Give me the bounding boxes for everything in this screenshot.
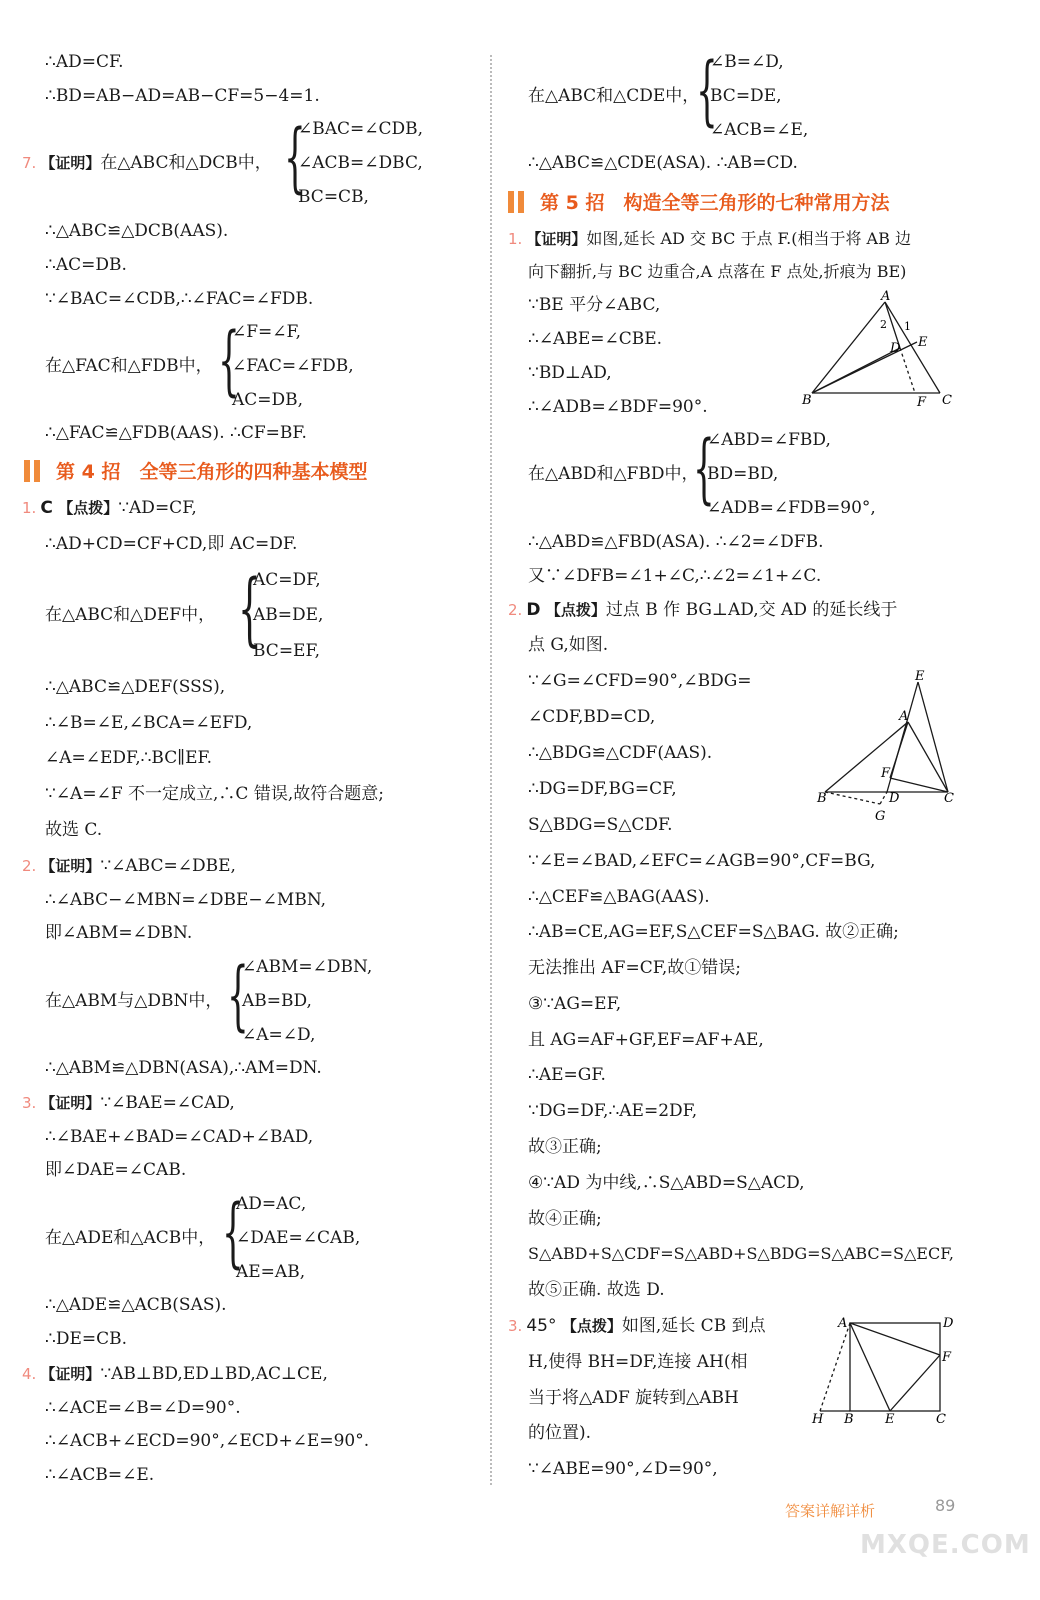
text-line: ∵∠ABE=90°,∠D=90°, xyxy=(528,1459,718,1479)
text-line: ∵∠G=∠CFD=90°,∠BDG= xyxy=(528,671,752,691)
text-line: ∴△ABC≌△DEF(SSS), xyxy=(45,677,226,697)
text-line: ∴△ABC≌△CDE(ASA). ∴AB=CD. xyxy=(528,153,798,173)
text-line: ∴△ABD≌△FBD(ASA). ∴∠2=∠DFB. xyxy=(528,532,824,552)
text-line: ∴△FAC≌△FDB(AAS). ∴CF=BF. xyxy=(45,423,307,443)
label-E: E xyxy=(915,670,925,684)
text: ∵AD=CF, xyxy=(118,498,197,518)
segment-DF xyxy=(900,348,915,393)
proof-tag: 【证明】 xyxy=(40,1365,101,1383)
text-line: 的位置). xyxy=(528,1423,592,1443)
condition: AE=AB, xyxy=(236,1262,306,1282)
figure-2 xyxy=(815,670,965,830)
segment-FC xyxy=(890,778,948,792)
text-line: 当于将△ADF 旋转到△ABH xyxy=(528,1388,739,1408)
text-line: ∴∠ABE=∠CBE. xyxy=(528,329,663,349)
text-line: ∴∠BAE+∠BAD=∠CAD+∠BAD, xyxy=(45,1127,314,1147)
text-line: ∴AD=CF. xyxy=(45,52,124,72)
text-line: ∴∠ACB=∠E. xyxy=(45,1465,155,1485)
answer: 45° xyxy=(526,1316,557,1336)
lead-text: 在△ABC和△CDE中， xyxy=(528,86,700,106)
condition: ∠ACB=∠E, xyxy=(710,120,809,140)
problem-number: 7. xyxy=(22,154,37,172)
label-C: C xyxy=(944,791,954,806)
segment-BG xyxy=(825,792,880,804)
condition: BC=EF, xyxy=(253,641,321,661)
figure-1 xyxy=(800,290,960,415)
segment-GD xyxy=(880,792,887,804)
text: ∵∠ABC=∠DBE, xyxy=(100,856,236,876)
square-ABCD xyxy=(850,1323,940,1411)
question-4-lead xyxy=(22,1362,328,1386)
lead-text: 在△ABD和△FBD中， xyxy=(528,464,699,484)
label-D: D xyxy=(943,1316,954,1331)
hint-tag: 【点拨】 xyxy=(561,1317,622,1335)
text-line: 无法推出 AF=CF,故①错误; xyxy=(528,958,742,978)
text-line: ∵∠E=∠BAD,∠EFC=∠AGB=90°,CF=BG, xyxy=(528,851,876,871)
question-2-lead xyxy=(508,598,897,622)
problem-7-lead xyxy=(22,151,272,175)
label-B: B xyxy=(844,1412,854,1427)
text-line: 即∠ABM=∠DBN. xyxy=(45,923,193,943)
label-A: A xyxy=(881,290,891,304)
text: 如图,延长 AD 交 BC 于点 F.(相当于将 AB 边 xyxy=(586,229,911,248)
brace-icon: { xyxy=(227,950,249,1039)
question-1-lead xyxy=(22,496,197,520)
text-line: ∴∠ABC−∠MBN=∠DBE−∠MBN, xyxy=(45,890,327,910)
segment-AH xyxy=(820,1323,850,1411)
hint-tag: 【点拨】 xyxy=(58,499,119,517)
text-line: ∴AD+CD=CF+CD,即 AC=DF. xyxy=(45,534,298,554)
label-B: B xyxy=(817,791,827,806)
label-F: F xyxy=(881,766,891,781)
label-C: C xyxy=(942,393,952,408)
problem-number: 3. xyxy=(508,1317,523,1335)
text-line: 向下翻折,与 BC 边重合,A 点落在 F 点处,折痕为 BE) xyxy=(528,262,907,281)
condition: ∠BAC=∠CDB, xyxy=(298,119,424,139)
lead-text: 在△FAC和△FDB中， xyxy=(45,356,213,376)
condition: AB=BD, xyxy=(242,991,312,1011)
text-line: ∴BD=AB−AD=AB−CF=5−4=1. xyxy=(45,86,320,106)
answer: D xyxy=(526,600,541,620)
label-C: C xyxy=(936,1412,946,1427)
text-line: 即∠DAE=∠CAB. xyxy=(45,1160,187,1180)
label-D: D xyxy=(889,791,900,806)
watermark: MXQE.COM xyxy=(860,1530,1031,1560)
text-line: ∴DG=DF,BG=CF, xyxy=(528,779,677,799)
label-F: F xyxy=(942,1350,952,1365)
condition: BC=CB, xyxy=(298,187,369,207)
brace-icon: { xyxy=(222,1187,244,1276)
text-line: ∴∠B=∠E,∠BCA=∠EFD, xyxy=(45,713,253,733)
lead-text: 在△ADE和△ACB中， xyxy=(45,1228,216,1248)
segment-AB xyxy=(812,302,885,393)
text-line: ∴△BDG≌△CDF(AAS). xyxy=(528,743,713,763)
text-line: ∵BD⊥AD, xyxy=(528,363,612,383)
condition: ∠ABM=∠DBN, xyxy=(242,957,373,977)
problem-number: 2. xyxy=(22,857,37,875)
text-line: ∴AE=GF. xyxy=(528,1065,606,1085)
question-1-lead xyxy=(508,227,911,251)
text-line: ④∵AD 为中线,∴S△ABD=S△ACD, xyxy=(528,1173,805,1193)
text-line: ∴AC=DB. xyxy=(45,255,127,275)
column-divider xyxy=(490,55,492,1485)
text: ∵∠BAE=∠CAD, xyxy=(100,1093,235,1113)
label-F: F xyxy=(917,395,927,410)
condition: ∠ABD=∠FBD, xyxy=(707,430,831,450)
problem-number: 4. xyxy=(22,1365,37,1383)
section-title: 第 5 招 构造全等三角形的七种常用方法 xyxy=(540,192,890,214)
text-line: 故选 C. xyxy=(45,820,103,840)
label-B: B xyxy=(802,393,812,408)
text-line: 故③正确; xyxy=(528,1137,602,1157)
text-line: S△ABD+S△CDF=S△ABD+S△BDG=S△ABC=S△ECF, xyxy=(528,1244,954,1263)
condition: AC=DB, xyxy=(232,390,304,410)
section-5-heading xyxy=(508,188,889,215)
answer: C xyxy=(40,498,53,518)
section-title: 第 4 招 全等三角形的四种基本模型 xyxy=(56,461,368,483)
condition: ∠ACB=∠DBC, xyxy=(298,153,423,173)
text-line: ③∵AG=EF, xyxy=(528,994,622,1014)
text-line: ∴∠ADB=∠BDF=90°. xyxy=(528,397,708,417)
text-line: 故⑤正确. 故选 D. xyxy=(528,1280,665,1300)
segment-EC xyxy=(918,682,948,792)
brace-icon: { xyxy=(238,562,261,655)
proof-tag: 【证明】 xyxy=(40,154,101,172)
text-line: ∴∠ACE=∠B=∠D=90°. xyxy=(45,1398,241,1418)
label-2: 2 xyxy=(880,318,887,331)
condition: ∠ADB=∠FDB=90°, xyxy=(707,498,876,518)
text-line: 点 G,如图. xyxy=(528,635,609,655)
text-line: 且 AG=AF+GF,EF=AF+AE, xyxy=(528,1030,764,1050)
problem-number: 1. xyxy=(22,499,37,517)
condition: ∠B=∠D, xyxy=(710,52,784,72)
section-bar-icon xyxy=(34,460,40,482)
text-line: H,使得 BH=DF,连接 AH(相 xyxy=(528,1352,748,1372)
segment-BD xyxy=(812,348,900,393)
text: 过点 B 作 BG⊥AD,交 AD 的延长线于 xyxy=(605,600,898,620)
lead-text: 在△ABM与△DBN中， xyxy=(45,991,223,1011)
text-line: 又∵∠DFB=∠1+∠C,∴∠2=∠1+∠C. xyxy=(528,566,822,586)
question-3-lead xyxy=(22,1091,235,1115)
condition: ∠DAE=∠CAB, xyxy=(236,1228,361,1248)
brace-icon: { xyxy=(693,423,715,512)
text-line: ∴AB=CE,AG=EF,S△CEF=S△BAG. 故②正确; xyxy=(528,922,899,942)
brace-icon: { xyxy=(696,45,718,134)
lead-text: 在△ABC和△DEF中， xyxy=(45,605,216,625)
proof-tag: 【证明】 xyxy=(40,857,101,875)
label-E: E xyxy=(918,335,928,350)
label-D: D xyxy=(890,341,901,356)
text-line: 故④正确; xyxy=(528,1209,602,1229)
segment-AE xyxy=(850,1323,890,1411)
label-1: 1 xyxy=(904,320,911,333)
segment-AF xyxy=(850,1323,940,1355)
label-A: A xyxy=(838,1316,848,1331)
text-line: ∵∠BAC=∠CDB,∴∠FAC=∠FDB. xyxy=(45,289,314,309)
label-E: E xyxy=(885,1412,895,1427)
section-bar-icon xyxy=(508,191,514,213)
proof-tag: 【证明】 xyxy=(40,1094,101,1112)
problem-number: 3. xyxy=(22,1094,37,1112)
text-line: ∠A=∠EDF,∴BC∥EF. xyxy=(45,748,213,768)
text-line: ∴∠ACB+∠ECD=90°,∠ECD+∠E=90°. xyxy=(45,1431,370,1451)
proof-tag: 【证明】 xyxy=(526,230,587,248)
text-line: ∴DE=CB. xyxy=(45,1329,128,1349)
section-bar-icon xyxy=(24,460,30,482)
question-3-lead xyxy=(508,1314,766,1338)
page-number: 89 xyxy=(935,1496,956,1515)
text-line: ∠CDF,BD=CD, xyxy=(528,707,656,727)
label-G: G xyxy=(875,809,886,824)
condition: BD=BD, xyxy=(707,464,779,484)
hint-tag: 【点拨】 xyxy=(545,601,606,619)
condition: ∠FAC=∠FDB, xyxy=(232,356,354,376)
text: ∵AB⊥BD,ED⊥BD,AC⊥CE, xyxy=(100,1364,328,1384)
text-line: ∴△ABM≌△DBN(ASA),∴AM=DN. xyxy=(45,1058,322,1078)
lead-text: 在△ABC和△DCB中， xyxy=(100,153,272,173)
condition: AC=DF, xyxy=(253,570,321,590)
text-line: ∵DG=DF,∴AE=2DF, xyxy=(528,1101,698,1121)
question-2-lead xyxy=(22,854,236,878)
text-line: ∴△ABC≌△DCB(AAS). xyxy=(45,221,229,241)
segment-EF xyxy=(890,1355,940,1411)
text-line: ∴△CEF≌△BAG(AAS). xyxy=(528,887,710,907)
text-line: S△BDG=S△CDF. xyxy=(528,815,673,835)
text: 如图,延长 CB 到点 xyxy=(621,1316,766,1336)
condition: BC=DE, xyxy=(710,86,782,106)
brace-icon: { xyxy=(218,315,240,404)
condition: ∠F=∠F, xyxy=(232,322,302,342)
segment-AC xyxy=(908,722,948,792)
condition: ∠A=∠D, xyxy=(242,1025,316,1045)
section-bar-icon xyxy=(518,191,524,213)
problem-number: 2. xyxy=(508,601,523,619)
label-A: A xyxy=(899,709,909,724)
condition: AD=AC, xyxy=(236,1194,307,1214)
footer-label: 答案详解详析 xyxy=(785,1502,876,1520)
label-H: H xyxy=(812,1412,824,1427)
brace-icon: { xyxy=(284,112,306,201)
figure-3 xyxy=(808,1313,958,1428)
text-line: ∵BE 平分∠ABC, xyxy=(528,295,661,315)
segment-BA xyxy=(825,722,908,792)
section-4-heading xyxy=(24,457,367,484)
problem-number: 1. xyxy=(508,230,523,248)
text-line: ∵∠A=∠F 不一定成立,∴C 错误,故符合题意; xyxy=(45,784,384,804)
text-line: ∴△ADE≌△ACB(SAS). xyxy=(45,1295,227,1315)
condition: AB=DE, xyxy=(253,605,324,625)
